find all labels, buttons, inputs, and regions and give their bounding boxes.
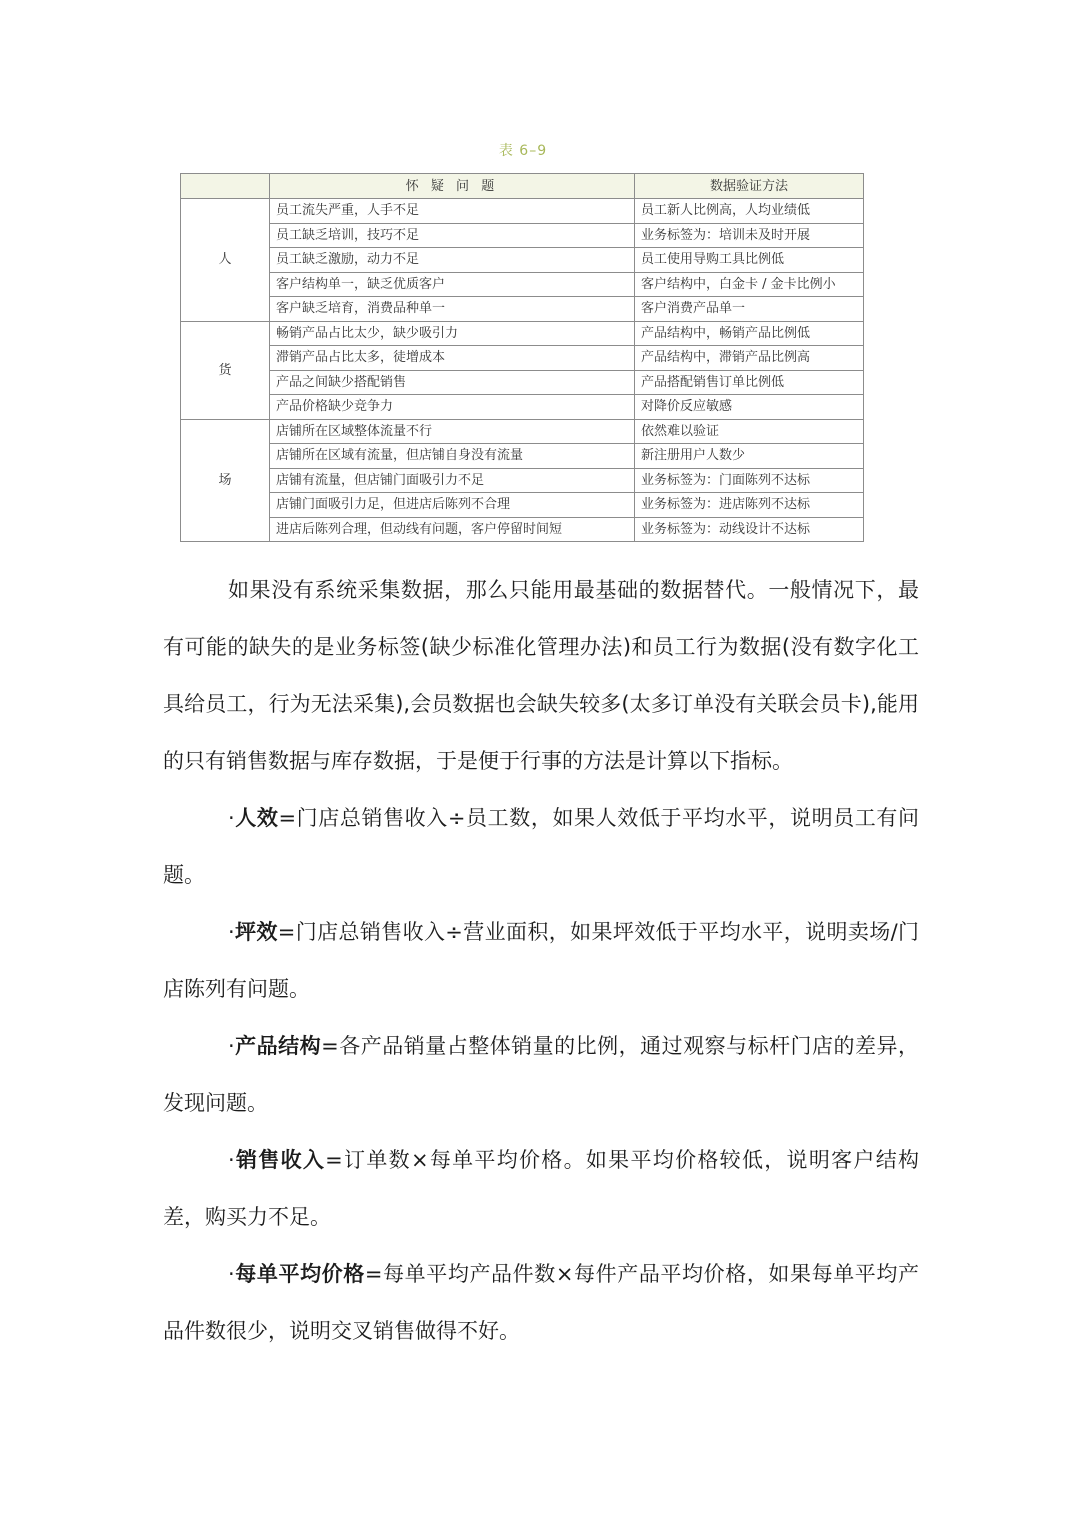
issue-cell: 客户缺乏培育，消费品种单一 (270, 297, 635, 322)
issue-cell: 客户结构单一，缺乏优质客户 (270, 272, 635, 297)
paragraph-text: =门店总销售收入÷营业面积，如果坪效低于平均水平，说明卖场/门店陈列有问题。 (163, 920, 920, 1001)
issue-cell: 店铺有流量，但店铺门面吸引力不足 (270, 468, 635, 493)
issue-cell: 员工缺乏培训，技巧不足 (270, 223, 635, 248)
method-cell: 员工使用导购工具比例低 (635, 248, 864, 273)
method-cell: 对降价反应敏感 (635, 395, 864, 420)
body-text (163, 562, 919, 1360)
method-cell: 新注册用户人数少 (635, 444, 864, 469)
issue-cell: 滞销产品占比太多，徒增成本 (270, 346, 635, 371)
metric-term: 人效 (234, 806, 279, 830)
table-row (181, 517, 864, 542)
table-row (181, 419, 864, 444)
bullet-dot: · (228, 806, 235, 830)
table-row (181, 321, 864, 346)
header-verification-method: 数据验证方法 (635, 174, 864, 199)
method-cell: 员工新人比例高，人均业绩低 (635, 199, 864, 224)
method-cell: 业务标签为：培训未及时开展 (635, 223, 864, 248)
table-row (181, 223, 864, 248)
paragraph (163, 790, 919, 904)
metric-term: 坪效 (234, 920, 278, 944)
issue-cell: 店铺所在区域有流量，但店铺自身没有流量 (270, 444, 635, 469)
verification-table (180, 173, 864, 542)
table-header-row (181, 174, 864, 199)
bullet-dot: · (228, 920, 235, 944)
issue-cell: 员工流失严重，人手不足 (270, 199, 635, 224)
table-row (181, 346, 864, 371)
method-cell: 产品结构中，畅销产品比例低 (635, 321, 864, 346)
table-row (181, 444, 864, 469)
table-row (181, 395, 864, 420)
bullet-dot: · (228, 1034, 235, 1058)
issue-cell: 产品价格缺少竞争力 (270, 395, 635, 420)
issue-cell: 产品之间缺少搭配销售 (270, 370, 635, 395)
issue-cell: 进店后陈列合理，但动线有问题，客户停留时间短 (270, 517, 635, 542)
header-suspected-issue: 怀 疑 问 题 (270, 174, 635, 199)
method-cell: 产品搭配销售订单比例低 (635, 370, 864, 395)
table-row (181, 248, 864, 273)
issue-cell: 畅销产品占比太少，缺少吸引力 (270, 321, 635, 346)
paragraph (163, 562, 919, 790)
paragraph-text: =每单平均产品件数×每件产品平均价格，如果每单平均产品件数很少，说明交叉销售做得不好。 (163, 1262, 919, 1343)
issue-cell: 店铺门面吸引力足，但进店后陈列不合理 (270, 493, 635, 518)
paragraph (163, 1018, 919, 1132)
metric-term: 销售收入 (234, 1148, 326, 1172)
paragraph-text: 如果没有系统采集数据，那么只能用最基础的数据替代。一般情况下，最有可能的缺失的是业务标签(缺少标准化管理办法)和员工行为数据(没有数字化工具给员工，行为无法采集),会员数据也会缺失较多(太多订单没有关联会员卡),能用的只有销售数据与库存数据，于是便于行事的方法是计算以下指标。 (163, 578, 919, 773)
method-cell: 业务标签为：门面陈列不达标 (635, 468, 864, 493)
bullet-dot: · (228, 1262, 235, 1286)
table-row (181, 468, 864, 493)
method-cell: 业务标签为：进店陈列不达标 (635, 493, 864, 518)
category-cell: 货 (181, 321, 270, 419)
paragraph (163, 1132, 919, 1246)
table-row (181, 272, 864, 297)
method-cell: 产品结构中，滞销产品比例高 (635, 346, 864, 371)
metric-term: 产品结构 (234, 1034, 322, 1058)
table-row (181, 199, 864, 224)
method-cell: 依然难以验证 (635, 419, 864, 444)
paragraph-text: =门店总销售收入÷员工数，如果人效低于平均水平，说明员工有问题。 (163, 806, 919, 887)
method-cell: 客户消费产品单一 (635, 297, 864, 322)
table-row (181, 370, 864, 395)
paragraph (163, 1246, 919, 1360)
paragraph-text: =订单数×每单平均价格。如果平均价格较低，说明客户结构差，购买力不足。 (163, 1148, 920, 1229)
table-row (181, 297, 864, 322)
paragraph (163, 904, 919, 1018)
metric-term: 每单平均价格 (234, 1262, 365, 1286)
category-cell: 场 (181, 419, 270, 542)
method-cell: 客户结构中，白金卡 / 金卡比例小 (635, 272, 864, 297)
paragraph-text: =各产品销量占整体销量的比例，通过观察与标杆门店的差异，发现问题。 (163, 1034, 920, 1115)
table-row (181, 493, 864, 518)
header-corner-cell (181, 174, 270, 199)
issue-cell: 店铺所在区域整体流量不行 (270, 419, 635, 444)
bullet-dot: · (228, 1148, 235, 1172)
method-cell: 业务标签为：动线设计不达标 (635, 517, 864, 542)
issue-cell: 员工缺乏激励，动力不足 (270, 248, 635, 273)
table-caption: 表 6–9 (498, 143, 548, 159)
table-body (181, 199, 864, 542)
category-cell: 人 (181, 199, 270, 322)
